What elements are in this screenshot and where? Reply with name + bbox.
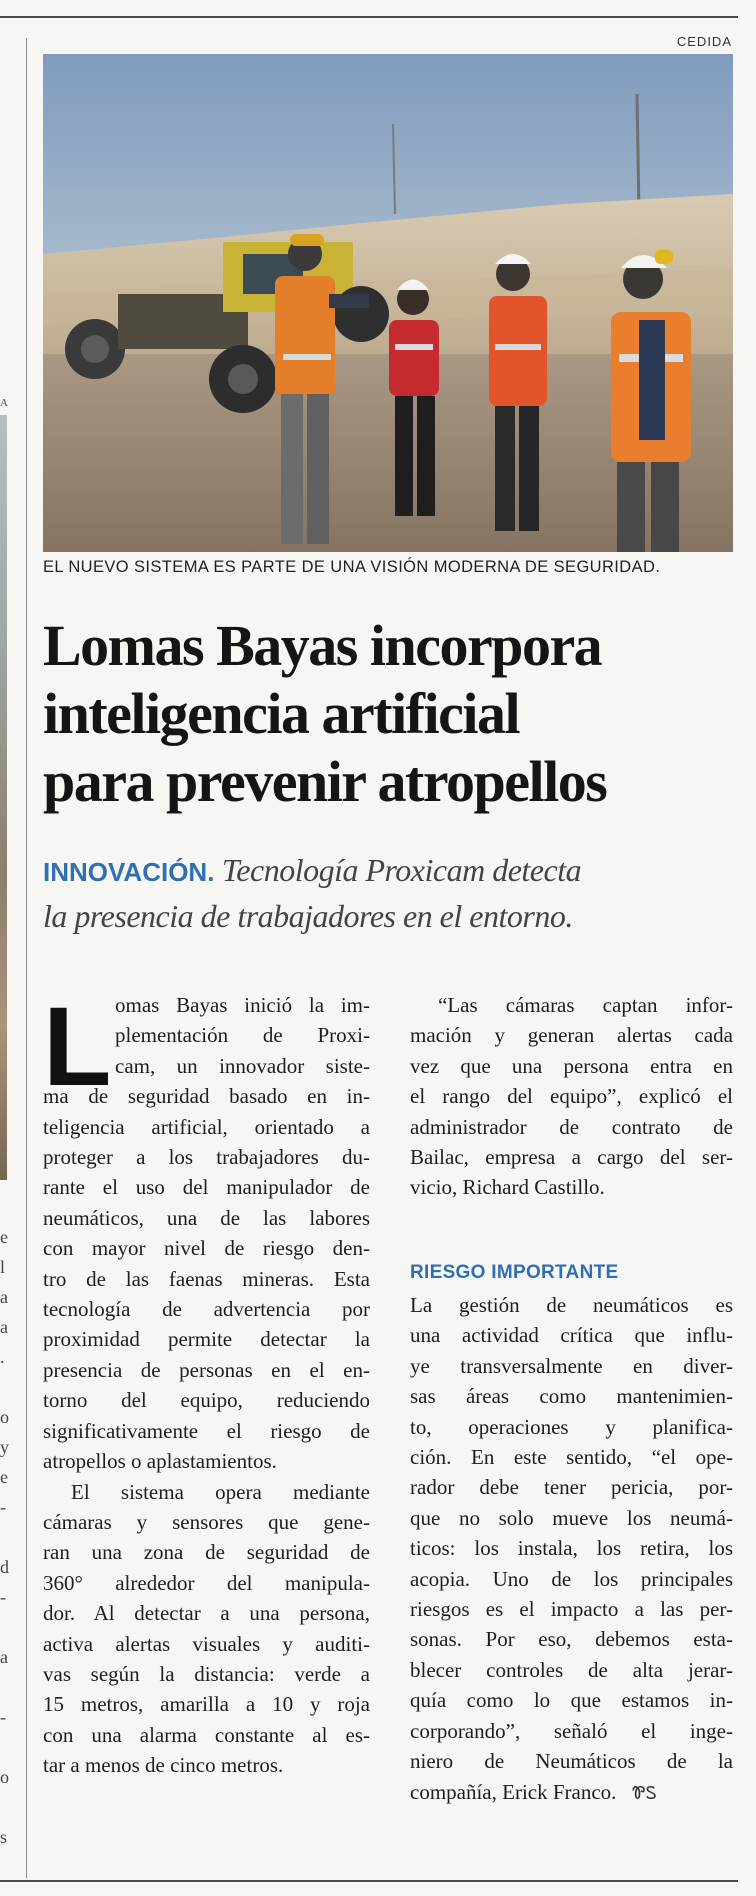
fragment: y — [0, 1437, 9, 1457]
body-line: 360° alrededor del manipula- — [43, 1570, 370, 1595]
body-line: 15 metros, amarilla a 10 y roja — [43, 1692, 370, 1717]
body-line: vez que una persona entra en — [410, 1053, 733, 1078]
body-line: quía como lo que estamos in- — [410, 1688, 733, 1713]
article-column-2 — [410, 990, 733, 1203]
fragment: - — [0, 1587, 6, 1607]
body-line: sas áreas como mantenimien- — [410, 1384, 733, 1409]
fragment: a — [0, 1287, 8, 1307]
body-line: ma de seguridad basado en in- — [43, 1084, 370, 1109]
body-line: administrador de contrato de — [410, 1114, 733, 1139]
body-line: presencia de personas en el en- — [43, 1357, 370, 1382]
body-line: cámaras y sensores que gene- — [43, 1509, 370, 1534]
body-line: riesgos es el impacto a las per- — [410, 1597, 733, 1622]
headline-line: Lomas Bayas incorpora — [43, 613, 602, 678]
end-mark-icon: ᏈᏚ — [632, 1782, 657, 1803]
fragment: o — [0, 1767, 9, 1787]
body-line: La gestión de neumáticos es — [410, 1293, 733, 1317]
body-line: blecer controles de alta jerar- — [410, 1657, 733, 1682]
subheading: RIESGO IMPORTANTE — [410, 1262, 619, 1283]
fragment: s — [0, 1827, 8, 1847]
article-photo — [43, 54, 733, 552]
headline-line: inteligencia artificial — [43, 681, 520, 746]
body-line: con una alarma constante al es- — [43, 1722, 370, 1747]
body-line: niero de Neumáticos de la — [410, 1749, 733, 1774]
body-line: proximidad permite detectar la — [43, 1327, 370, 1352]
body-line: sonas. Por eso, debemos esta- — [410, 1627, 733, 1652]
body-line: plementación de Proxi- — [115, 1023, 370, 1048]
photo-caption: EL NUEVO SISTEMA ES PARTE DE UNA VISIÓN MODERNA DE SEGURIDAD. — [43, 558, 661, 576]
body-line: teligencia artificial, orientado a — [43, 1114, 370, 1139]
body-line: dor. Al detectar a una persona, — [43, 1601, 370, 1626]
fragment: e — [0, 1467, 8, 1487]
body-line: rador debe tener pericia, por- — [410, 1475, 733, 1500]
body-line: que no solo mueve los neumá- — [410, 1505, 733, 1530]
body-line: El sistema opera mediante — [71, 1479, 370, 1504]
kicker — [43, 848, 743, 938]
body-line: “Las cámaras captan infor- — [438, 993, 733, 1017]
fragment: e — [0, 1227, 8, 1247]
top-rule — [0, 16, 738, 18]
fragment: . — [0, 1347, 5, 1367]
drop-cap: L — [43, 984, 112, 1109]
body-line: una actividad crítica que influ- — [410, 1323, 733, 1348]
body-line: vicio, Richard Castillo. — [410, 1175, 605, 1200]
bottom-rule — [0, 1880, 738, 1882]
body-line: significativamente el riesgo de — [43, 1418, 370, 1443]
column-divider — [26, 38, 27, 1878]
body-line: mación y generan alertas cada — [410, 1023, 733, 1048]
body-line: ción. En este sentido, “el ope- — [410, 1445, 733, 1470]
body-line: neumáticos, una de las labores — [43, 1205, 370, 1230]
body-line: acopia. Uno de los principales — [410, 1566, 733, 1591]
fragment: o — [0, 1407, 9, 1427]
section-tag: INNOVACIÓN. — [43, 857, 215, 887]
photo-credit: CEDIDA — [676, 34, 732, 49]
body-line: corporando”, señaló el inge- — [410, 1718, 733, 1743]
headline-line: para prevenir atropellos — [43, 749, 607, 814]
body-line: cam, un innovador siste- — [115, 1053, 370, 1078]
body-line: con mayor nivel de riesgo den- — [43, 1236, 370, 1261]
fragment: a — [0, 1317, 8, 1337]
body-line: ran una zona de seguridad de — [43, 1540, 370, 1565]
headline — [43, 612, 743, 816]
body-line: ticos: los instala, los retira, los — [410, 1536, 733, 1561]
fragment: l — [0, 1257, 6, 1277]
body-line: tecnología de advertencia por — [43, 1297, 370, 1322]
body-line-final — [410, 1777, 733, 1808]
fragment: a — [0, 1647, 8, 1667]
body-line: Bailac, empresa a cargo del ser- — [410, 1145, 733, 1170]
body-line: proteger a los trabajadores du- — [43, 1145, 370, 1170]
fragment: d — [0, 1557, 9, 1577]
article-column-1 — [43, 984, 370, 1781]
body-line: activa alertas visuales y auditi- — [43, 1631, 370, 1656]
body-line: tar a menos de cinco metros. — [43, 1753, 284, 1778]
article-column-2-continued — [410, 1290, 733, 1808]
deck-line: la presencia de trabajadores en el entorno. — [43, 898, 573, 934]
body-line: torno del equipo, reduciendo — [43, 1388, 370, 1413]
body-line: to, operaciones y planifica- — [410, 1414, 733, 1439]
body-line: rante el uso del manipulador de — [43, 1175, 370, 1200]
body-line: el rango del equipo”, explicó el — [410, 1084, 733, 1109]
deck-line: Tecnología Proxicam detecta — [221, 852, 582, 888]
fragment: A — [0, 397, 8, 409]
fragment: - — [0, 1707, 6, 1727]
fragment: - — [0, 1497, 6, 1517]
body-line: atropellos o aplastamientos. — [43, 1449, 277, 1474]
body-line: vas según la distancia: verde a — [43, 1661, 370, 1686]
body-line: ye transversalmente en diver- — [410, 1353, 733, 1378]
body-line: tro de las faenas mineras. Esta — [43, 1266, 370, 1291]
adjacent-photo-edge — [0, 415, 7, 1180]
body-line: compañía, Erick Franco. — [410, 1779, 617, 1804]
body-line: omas Bayas inició la im- — [115, 993, 370, 1017]
